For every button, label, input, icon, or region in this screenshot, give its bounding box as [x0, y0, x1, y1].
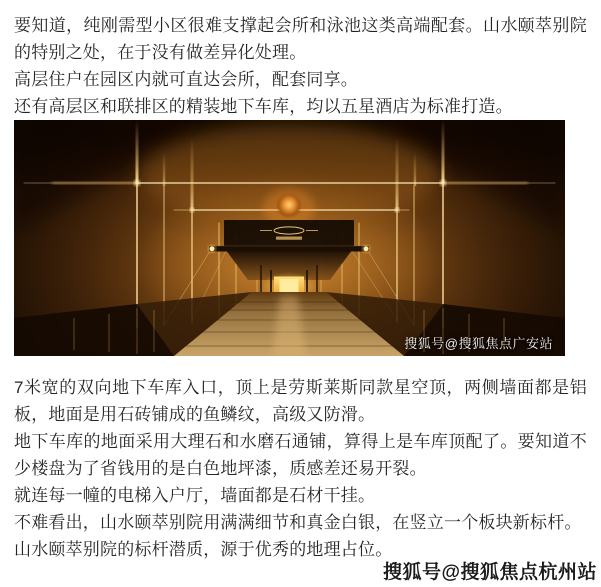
garage-image-figure[interactable] [14, 120, 565, 356]
article-paragraph: 还有高层区和联排区的精装地下车库，均以五星酒店为标准打造。 [14, 97, 513, 116]
image-watermark: 搜狐号@搜狐焦点广安站 [404, 336, 553, 351]
entrance-sign [208, 220, 370, 253]
article-paragraph: 要知道，纯刚需型小区很难支撑起会所和泳池这类高端配套。山水颐萃别院的特别之处，在于没有做差异化处理。 [14, 16, 587, 62]
article-paragraph: 不难看出，山水颐萃别院用满满细节和真金白银，在竖立一个板块新标杆。 [14, 513, 582, 532]
article-paragraph: 高层住户在园区内就可直达会所，配套同享。 [14, 70, 358, 89]
article-paragraph: 就连每一幢的电梯入户厅，墙面都是石材干挂。 [14, 486, 376, 505]
article-paragraph: 7米宽的双向地下车库入口，顶上是劳斯莱斯同款星空顶，两侧墙面都是铝板，地面是用石砖铺成的鱼鳞纹，高级又防滑。 [14, 378, 587, 424]
article-paragraph: 地下车库的地面采用大理石和水磨石通铺，算得上是车库顶配了。要知道不少楼盘为了省钱用的是白色地坪漆，质感差还易开裂。 [14, 432, 587, 478]
article-paragraph: 山水颐萃别院的标杆潜质，源于优秀的地理占位。 [14, 540, 393, 559]
page-watermark: 搜狐号@搜狐焦点杭州站 [382, 562, 597, 583]
garage-photo [14, 120, 565, 356]
